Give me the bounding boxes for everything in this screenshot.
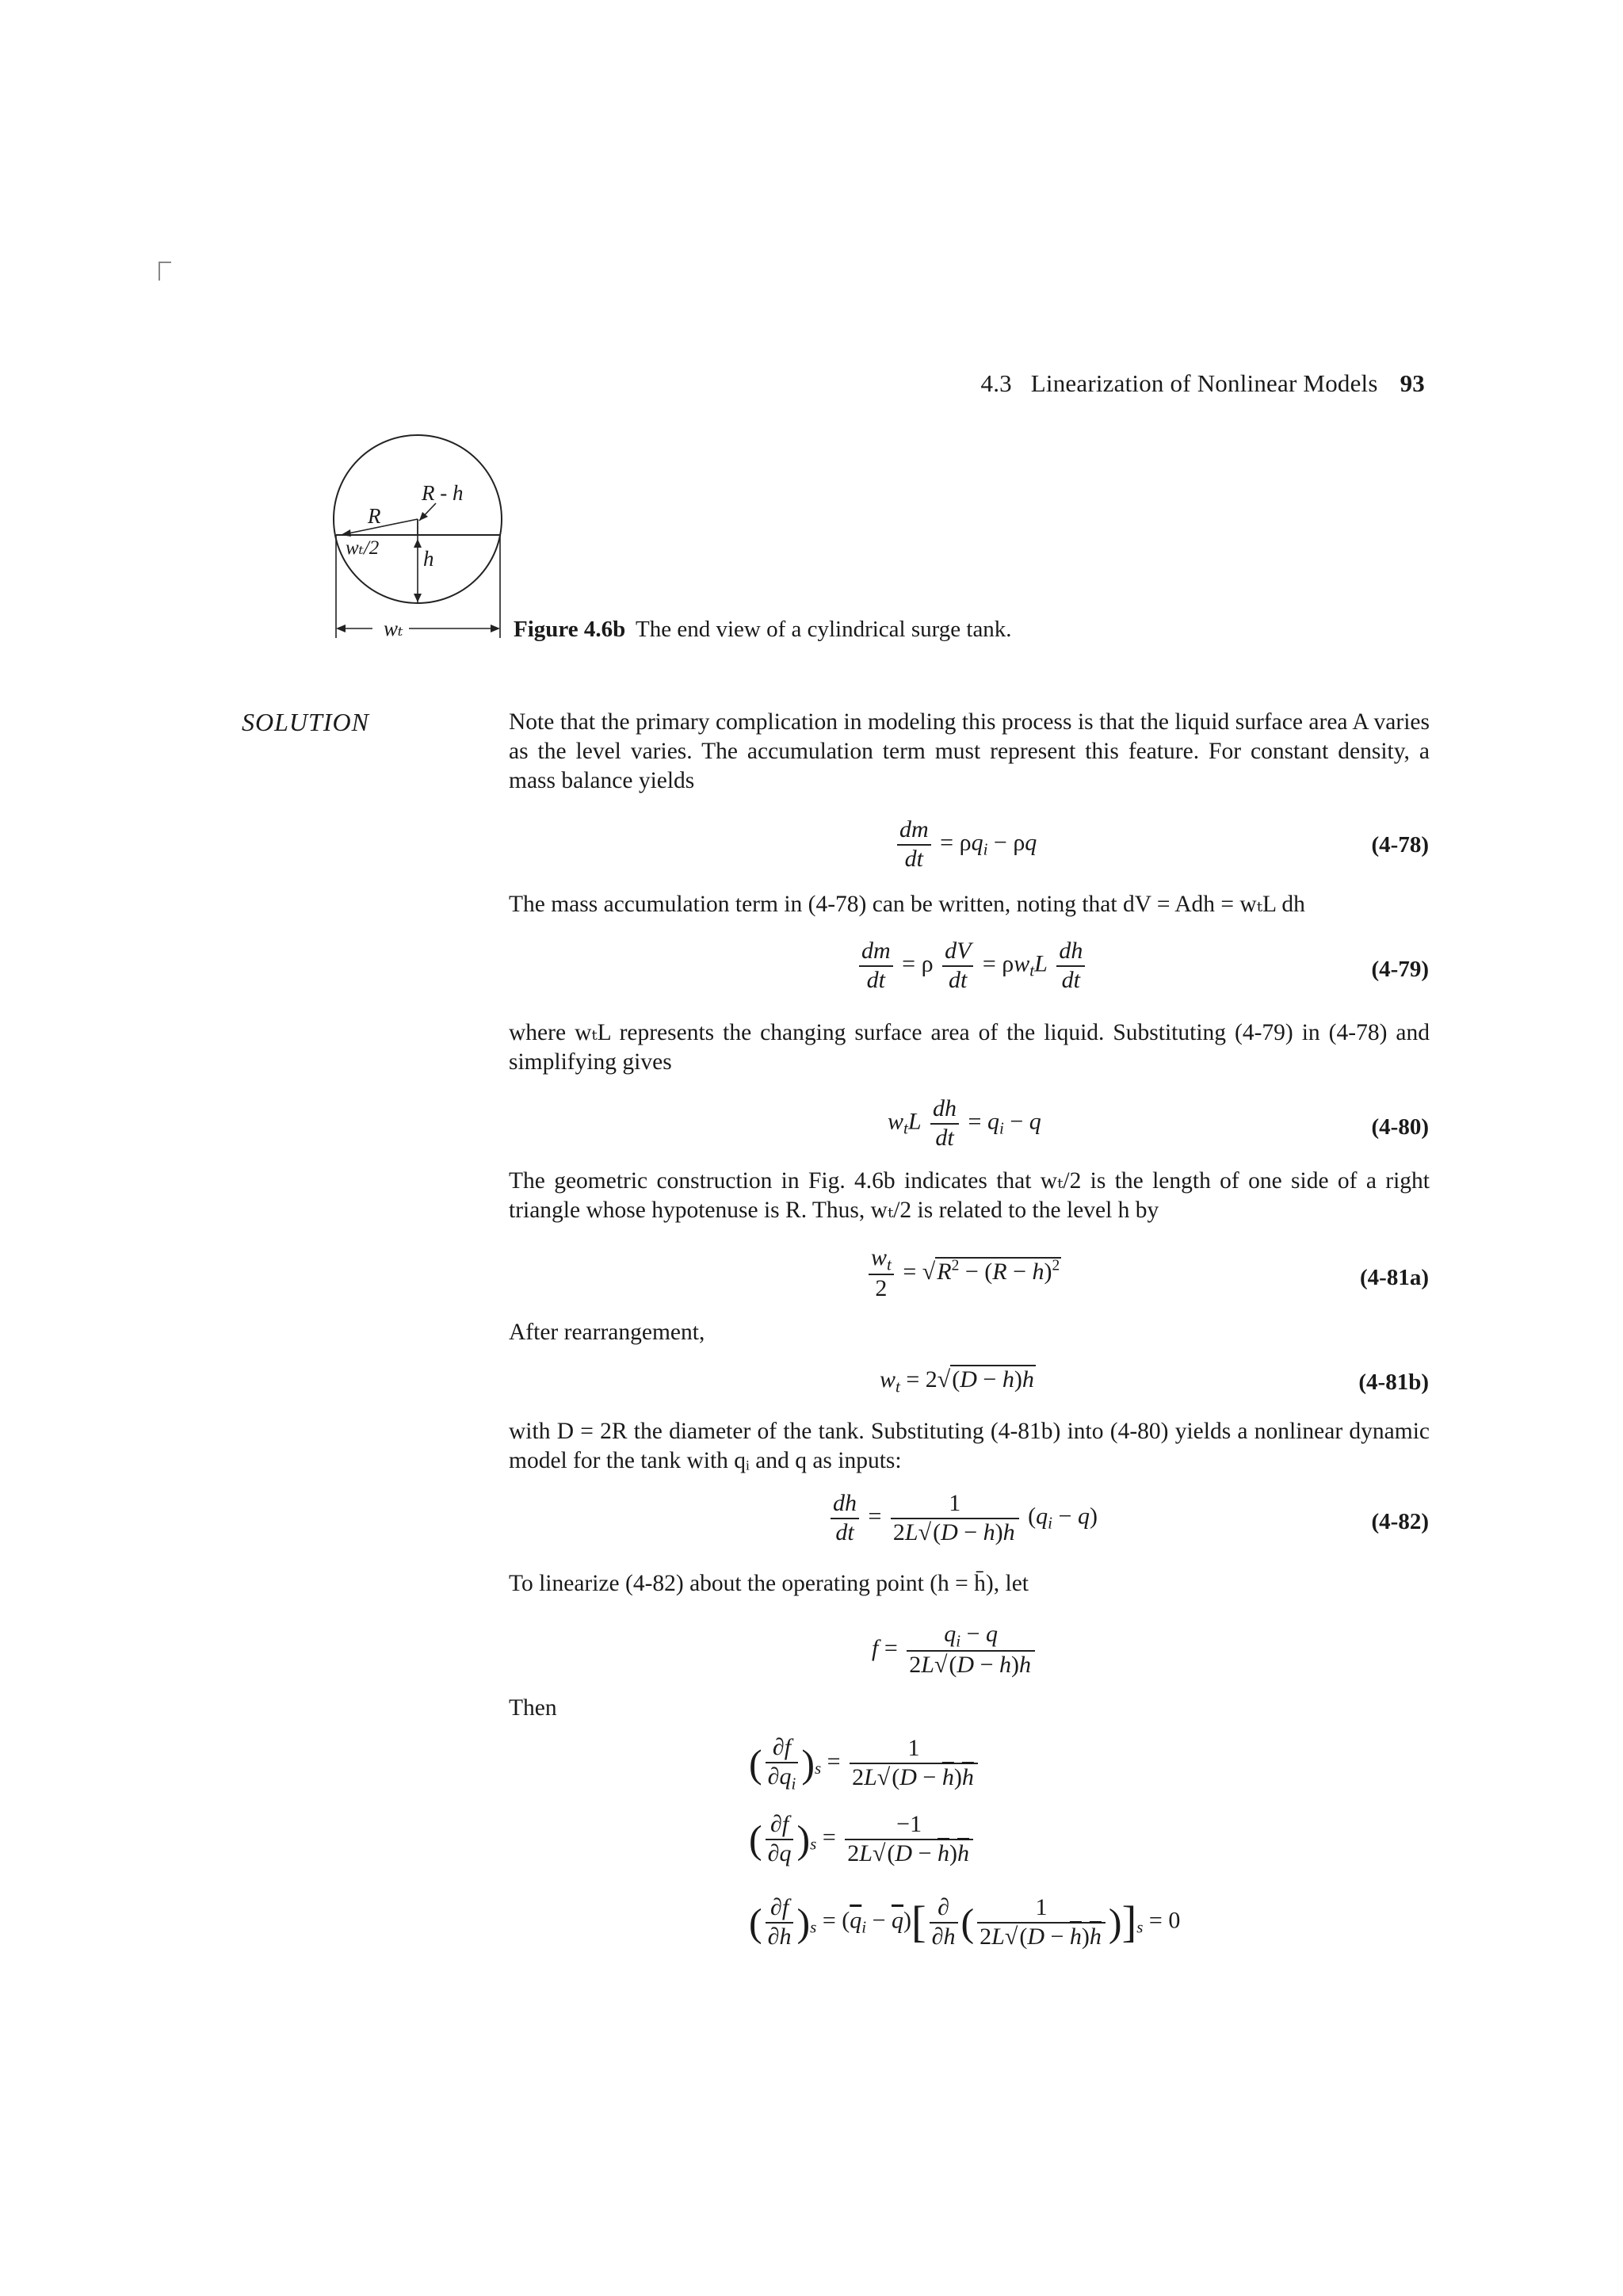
equation-df-dq: ( $\frac{\partial f}{\partial q}$ )$_s$ = $\frac{-1}{2L√(D - \overline{h})\overline{h}}$ <box>749 1811 976 1867</box>
label-r-minus-h: R - h <box>422 481 464 505</box>
section-title: Linearization of Nonlinear Models <box>1030 369 1378 397</box>
equation-number: (4-80) <box>1371 1114 1429 1140</box>
paragraph: Note that the primary complication in modeling this process is that the liquid surface area A varies as the level varies. The accumulation term must represent this feature. For constant density, a mass balance yields <box>509 709 1430 793</box>
scan-mark <box>158 262 160 281</box>
equation-number: (4-81a) <box>1360 1265 1429 1290</box>
section-number: 4.3 <box>980 369 1012 397</box>
paragraph: The geometric construction in Fig. 4.6b indicates that wₜ/2 is the length of one side of a right triangle whose hypotenuse is R. Thus, wₜ/2 is related to the level h by <box>509 1168 1430 1223</box>
equation-df-dqi: ( $\frac{\partial f}{\partial q_i}$ )$_s$ = $\frac{1}{2L√(D - \overline{h})\overline{h}}$ <box>749 1734 981 1793</box>
paragraph: where wₜL represents the changing surface area of the liquid. Substituting (4-79) in (4-78) and simplifying gives <box>509 1020 1430 1075</box>
paragraph: with D = 2R the diameter of the tank. Substituting (4-81b) into (4-80) yields a nonlinear dynamic model for the tank with qᵢ and q as inputs: <box>509 1419 1430 1473</box>
scan-mark <box>158 262 171 263</box>
equation-number: (4-81b) <box>1358 1370 1429 1395</box>
solution-label: SOLUTION <box>242 708 369 736</box>
figure-caption <box>514 617 1012 643</box>
label-r: R <box>368 504 381 528</box>
figure-caption-label: Figure 4.6b <box>514 617 626 642</box>
equation-number: (4-78) <box>1371 832 1429 858</box>
equation-4-78: $\frac{dm}{dt}$ = $\rho q_i - \rho q$ <box>894 816 1037 873</box>
equation-4-81a: $\frac{w_t}{2}$ = $√R^2 - (R - h)^2$ <box>865 1244 1061 1303</box>
equation-df-dh: ( $\frac{\partial f}{\partial h}$ )$_s = (\overline{q}_i - \overline{q})$[ $\frac{\partial}{\partial h}$ ( $\frac{1}{2L√(D - \overline{h})\overline{h}}$ )]$_s = 0$ <box>749 1894 1181 1950</box>
paragraph: Then <box>509 1695 557 1721</box>
label-wt: wₜ <box>384 617 403 640</box>
paragraph: The mass accumulation term in (4-78) can be written, noting that dV = Adh = wₜL dh <box>509 892 1305 917</box>
paragraph: To linearize (4-82) about the operating point (h = h̄), let <box>509 1571 1029 1596</box>
equation-f-definition: f = $\frac{q_i - q}{2L√(D - h)h}$ <box>872 1621 1038 1679</box>
label-h: h <box>423 547 434 571</box>
equation-4-81b: $w_t = 2√(D - h)h$ <box>880 1366 1034 1396</box>
equation-number: (4-82) <box>1371 1509 1429 1534</box>
paragraph: After rearrangement, <box>509 1320 705 1345</box>
equation-4-82: $\frac{dh}{dt}$ = $\frac{1}{2L√(D - h)h}$ $(q_i - q)$ <box>827 1490 1098 1546</box>
equation-4-80: $w_tL$ $\frac{dh}{dt}$ = $q_i - q$ <box>888 1095 1041 1151</box>
page-number: 93 <box>1400 369 1425 397</box>
equation-number: (4-79) <box>1371 957 1429 982</box>
equation-4-79: $\frac{dm}{dt}$ = ρ $\frac{dV}{dt}$ = $\rho w_tL$ $\frac{dh}{dt}$ <box>856 938 1088 994</box>
label-wt-half: wₜ/2 <box>346 537 380 559</box>
figure-caption-text: The end view of a cylindrical surge tank. <box>635 617 1012 642</box>
running-header <box>981 369 1425 398</box>
